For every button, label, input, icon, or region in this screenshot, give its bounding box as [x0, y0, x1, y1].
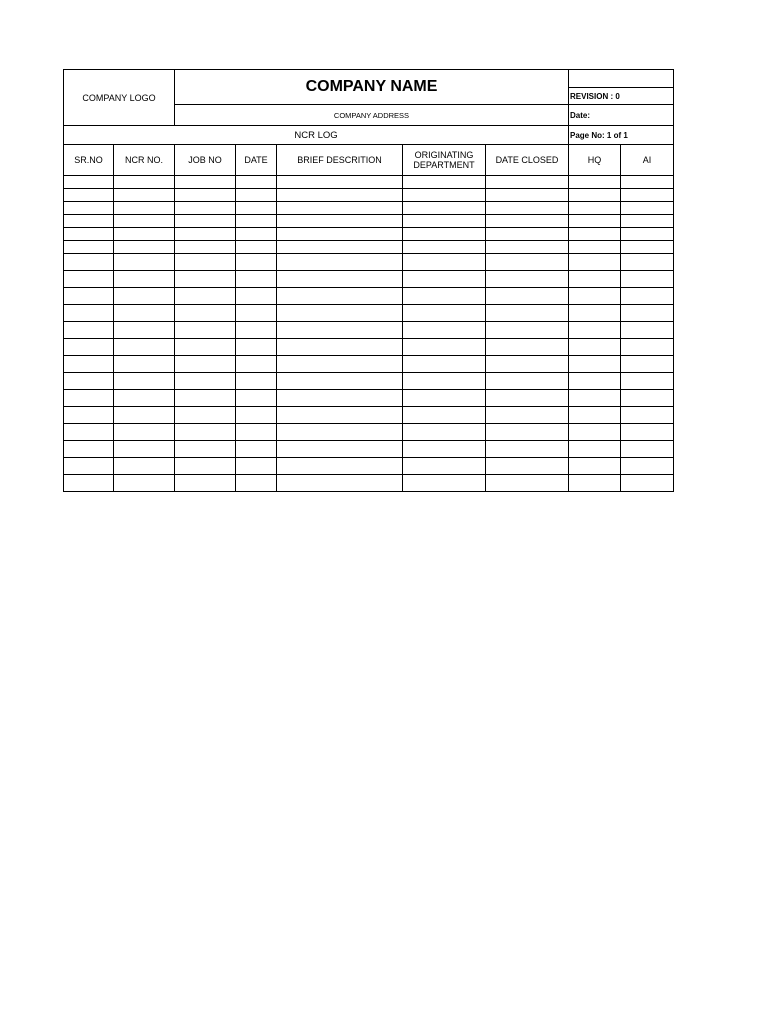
header-table — [63, 69, 674, 145]
table-cell[interactable] — [569, 288, 621, 305]
table-cell[interactable] — [64, 305, 114, 322]
table-cell[interactable] — [277, 228, 403, 241]
table-cell[interactable] — [236, 339, 277, 356]
table-cell[interactable] — [403, 271, 486, 288]
table-cell[interactable] — [175, 241, 236, 254]
table-cell[interactable] — [114, 305, 175, 322]
table-cell[interactable] — [114, 189, 175, 202]
table-cell[interactable] — [175, 202, 236, 215]
column-header-sr-no: SR.NO — [64, 145, 114, 176]
table-cell[interactable] — [486, 288, 569, 305]
table-cell[interactable] — [403, 305, 486, 322]
table-cell[interactable] — [621, 202, 674, 215]
table-cell[interactable] — [569, 305, 621, 322]
table-row — [64, 458, 674, 475]
table-cell[interactable] — [569, 475, 621, 492]
table-cell[interactable] — [175, 390, 236, 407]
table-row — [64, 254, 674, 271]
table-cell[interactable] — [403, 339, 486, 356]
table-cell[interactable] — [621, 339, 674, 356]
table-cell[interactable] — [236, 407, 277, 424]
table-cell[interactable] — [621, 322, 674, 339]
table-cell[interactable] — [486, 215, 569, 228]
table-cell[interactable] — [403, 228, 486, 241]
table-cell[interactable] — [621, 271, 674, 288]
table-cell[interactable] — [236, 228, 277, 241]
table-cell[interactable] — [569, 339, 621, 356]
column-header-ncr-no: NCR NO. — [114, 145, 175, 176]
table-cell[interactable] — [236, 441, 277, 458]
column-header-date-closed: DATE CLOSED — [486, 145, 569, 176]
column-header-job-no: JOB NO — [175, 145, 236, 176]
table-cell[interactable] — [236, 271, 277, 288]
table-cell[interactable] — [64, 475, 114, 492]
date-label: Date: — [569, 105, 674, 126]
table-row — [64, 407, 674, 424]
table-cell[interactable] — [486, 424, 569, 441]
table-cell[interactable] — [64, 271, 114, 288]
table-row — [64, 176, 674, 189]
table-cell[interactable] — [403, 288, 486, 305]
column-header-ai: AI — [621, 145, 674, 176]
table-cell[interactable] — [569, 407, 621, 424]
table-cell[interactable] — [277, 176, 403, 189]
table-cell[interactable] — [403, 407, 486, 424]
table-cell[interactable] — [64, 339, 114, 356]
table-row — [64, 356, 674, 373]
table-cell[interactable] — [621, 215, 674, 228]
table-cell[interactable] — [621, 288, 674, 305]
table-cell[interactable] — [277, 202, 403, 215]
table-cell[interactable] — [64, 322, 114, 339]
table-cell[interactable] — [64, 228, 114, 241]
table-cell[interactable] — [236, 189, 277, 202]
table-cell[interactable] — [236, 390, 277, 407]
table-row — [64, 202, 674, 215]
table-cell[interactable] — [64, 189, 114, 202]
table-cell[interactable] — [486, 458, 569, 475]
table-cell[interactable] — [569, 441, 621, 458]
table-cell[interactable] — [114, 339, 175, 356]
table-cell[interactable] — [569, 228, 621, 241]
table-cell[interactable] — [236, 202, 277, 215]
table-cell[interactable] — [64, 441, 114, 458]
table-cell[interactable] — [569, 215, 621, 228]
table-row — [64, 322, 674, 339]
table-cell[interactable] — [403, 441, 486, 458]
company-name: COMPANY NAME — [175, 70, 569, 105]
table-cell[interactable] — [114, 458, 175, 475]
column-header-row — [64, 145, 674, 176]
table-cell[interactable] — [403, 322, 486, 339]
table-cell[interactable] — [64, 373, 114, 390]
table-cell[interactable] — [175, 441, 236, 458]
table-cell[interactable] — [277, 254, 403, 271]
table-row — [64, 189, 674, 202]
table-cell[interactable] — [175, 189, 236, 202]
table-cell[interactable] — [236, 356, 277, 373]
table-cell[interactable] — [486, 475, 569, 492]
table-cell[interactable] — [64, 241, 114, 254]
table-cell[interactable] — [486, 356, 569, 373]
table-cell[interactable] — [403, 475, 486, 492]
table-cell[interactable] — [114, 373, 175, 390]
table-cell[interactable] — [114, 441, 175, 458]
table-cell[interactable] — [64, 458, 114, 475]
table-cell[interactable] — [486, 407, 569, 424]
table-cell[interactable] — [64, 202, 114, 215]
table-cell[interactable] — [277, 288, 403, 305]
table-cell[interactable] — [569, 458, 621, 475]
table-cell[interactable] — [277, 373, 403, 390]
table-cell[interactable] — [569, 271, 621, 288]
table-cell[interactable] — [64, 288, 114, 305]
table-cell[interactable] — [486, 373, 569, 390]
table-cell[interactable] — [277, 322, 403, 339]
blank-meta-cell — [569, 70, 674, 88]
table-cell[interactable] — [621, 373, 674, 390]
table-cell[interactable] — [277, 390, 403, 407]
table-cell[interactable] — [621, 475, 674, 492]
table-cell[interactable] — [175, 288, 236, 305]
table-cell[interactable] — [236, 241, 277, 254]
table-cell[interactable] — [403, 424, 486, 441]
table-cell[interactable] — [175, 407, 236, 424]
table-cell[interactable] — [236, 458, 277, 475]
table-row — [64, 339, 674, 356]
table-row — [64, 288, 674, 305]
table-cell[interactable] — [403, 241, 486, 254]
table-cell[interactable] — [486, 202, 569, 215]
table-cell[interactable] — [569, 241, 621, 254]
table-cell[interactable] — [175, 176, 236, 189]
table-cell[interactable] — [175, 356, 236, 373]
table-cell[interactable] — [277, 271, 403, 288]
table-cell[interactable] — [175, 373, 236, 390]
table-cell[interactable] — [277, 441, 403, 458]
table-cell[interactable] — [403, 356, 486, 373]
table-row — [64, 390, 674, 407]
table-cell[interactable] — [114, 254, 175, 271]
table-row — [64, 241, 674, 254]
table-cell[interactable] — [486, 441, 569, 458]
table-cell[interactable] — [403, 189, 486, 202]
table-cell[interactable] — [486, 339, 569, 356]
revision-label: REVISION : 0 — [569, 88, 674, 105]
table-cell[interactable] — [403, 390, 486, 407]
table-cell[interactable] — [403, 176, 486, 189]
table-cell[interactable] — [64, 254, 114, 271]
table-cell[interactable] — [277, 458, 403, 475]
table-cell[interactable] — [175, 271, 236, 288]
table-cell[interactable] — [277, 407, 403, 424]
table-row — [64, 271, 674, 288]
table-cell[interactable] — [236, 305, 277, 322]
table-cell[interactable] — [569, 176, 621, 189]
table-cell[interactable] — [277, 305, 403, 322]
table-cell[interactable] — [114, 215, 175, 228]
table-cell[interactable] — [569, 189, 621, 202]
table-cell[interactable] — [114, 407, 175, 424]
table-cell[interactable] — [486, 241, 569, 254]
table-cell[interactable] — [621, 305, 674, 322]
table-cell[interactable] — [175, 475, 236, 492]
column-header-brief-description: BRIEF DESCRITION — [277, 145, 403, 176]
table-cell[interactable] — [621, 441, 674, 458]
table-cell[interactable] — [175, 322, 236, 339]
ncr-log-table — [63, 145, 674, 492]
table-cell[interactable] — [64, 390, 114, 407]
ncr-log-sheet — [63, 69, 673, 492]
table-cell[interactable] — [236, 288, 277, 305]
table-cell[interactable] — [486, 254, 569, 271]
table-cell[interactable] — [114, 322, 175, 339]
column-header-date: DATE — [236, 145, 277, 176]
table-cell[interactable] — [621, 241, 674, 254]
table-cell[interactable] — [114, 475, 175, 492]
table-row — [64, 475, 674, 492]
table-cell[interactable] — [175, 424, 236, 441]
table-cell[interactable] — [403, 202, 486, 215]
table-cell[interactable] — [236, 322, 277, 339]
table-cell[interactable] — [114, 424, 175, 441]
table-cell[interactable] — [175, 228, 236, 241]
table-cell[interactable] — [277, 189, 403, 202]
table-cell[interactable] — [114, 228, 175, 241]
table-cell[interactable] — [64, 424, 114, 441]
table-cell[interactable] — [403, 458, 486, 475]
table-cell[interactable] — [569, 424, 621, 441]
table-cell[interactable] — [175, 305, 236, 322]
table-cell[interactable] — [114, 241, 175, 254]
table-cell[interactable] — [486, 189, 569, 202]
table-cell[interactable] — [486, 176, 569, 189]
table-cell[interactable] — [569, 202, 621, 215]
page-number: Page No: 1 of 1 — [569, 126, 674, 145]
table-cell[interactable] — [621, 189, 674, 202]
table-cell[interactable] — [236, 254, 277, 271]
table-cell[interactable] — [277, 241, 403, 254]
table-cell[interactable] — [621, 254, 674, 271]
table-cell[interactable] — [236, 424, 277, 441]
table-cell[interactable] — [236, 373, 277, 390]
table-row — [64, 305, 674, 322]
table-row — [64, 441, 674, 458]
table-cell[interactable] — [236, 475, 277, 492]
table-cell[interactable] — [236, 176, 277, 189]
table-row — [64, 228, 674, 241]
table-cell[interactable] — [114, 288, 175, 305]
table-cell[interactable] — [621, 228, 674, 241]
table-cell[interactable] — [277, 215, 403, 228]
table-cell[interactable] — [64, 356, 114, 373]
table-cell[interactable] — [277, 339, 403, 356]
table-cell[interactable] — [403, 373, 486, 390]
table-cell[interactable] — [175, 254, 236, 271]
table-cell[interactable] — [403, 215, 486, 228]
table-cell[interactable] — [569, 373, 621, 390]
table-cell[interactable] — [569, 322, 621, 339]
document-title: NCR LOG — [64, 126, 569, 145]
table-cell[interactable] — [621, 424, 674, 441]
column-header-hq: HQ — [569, 145, 621, 176]
table-cell[interactable] — [114, 176, 175, 189]
table-cell[interactable] — [114, 356, 175, 373]
table-row — [64, 373, 674, 390]
table-cell[interactable] — [621, 356, 674, 373]
table-cell[interactable] — [64, 407, 114, 424]
table-cell[interactable] — [486, 228, 569, 241]
table-cell[interactable] — [175, 339, 236, 356]
table-cell[interactable] — [486, 271, 569, 288]
table-cell[interactable] — [236, 215, 277, 228]
table-cell[interactable] — [569, 390, 621, 407]
table-cell[interactable] — [64, 215, 114, 228]
table-cell[interactable] — [114, 271, 175, 288]
table-cell[interactable] — [175, 215, 236, 228]
table-cell[interactable] — [64, 176, 114, 189]
table-cell[interactable] — [277, 475, 403, 492]
table-cell[interactable] — [403, 254, 486, 271]
table-row — [64, 215, 674, 228]
table-cell[interactable] — [486, 305, 569, 322]
table-cell[interactable] — [569, 254, 621, 271]
table-cell[interactable] — [621, 458, 674, 475]
table-cell[interactable] — [175, 458, 236, 475]
log-body — [64, 176, 674, 492]
table-cell[interactable] — [621, 407, 674, 424]
column-header-originating-department: ORIGINATING DEPARTMENT — [403, 145, 486, 176]
table-row — [64, 424, 674, 441]
table-cell[interactable] — [277, 356, 403, 373]
company-address: COMPANY ADDRESS — [175, 105, 569, 126]
company-logo: COMPANY LOGO — [64, 70, 175, 126]
table-cell[interactable] — [114, 202, 175, 215]
table-cell[interactable] — [486, 390, 569, 407]
table-cell[interactable] — [569, 356, 621, 373]
table-cell[interactable] — [486, 322, 569, 339]
table-cell[interactable] — [621, 176, 674, 189]
table-cell[interactable] — [621, 390, 674, 407]
table-cell[interactable] — [114, 390, 175, 407]
table-cell[interactable] — [277, 424, 403, 441]
